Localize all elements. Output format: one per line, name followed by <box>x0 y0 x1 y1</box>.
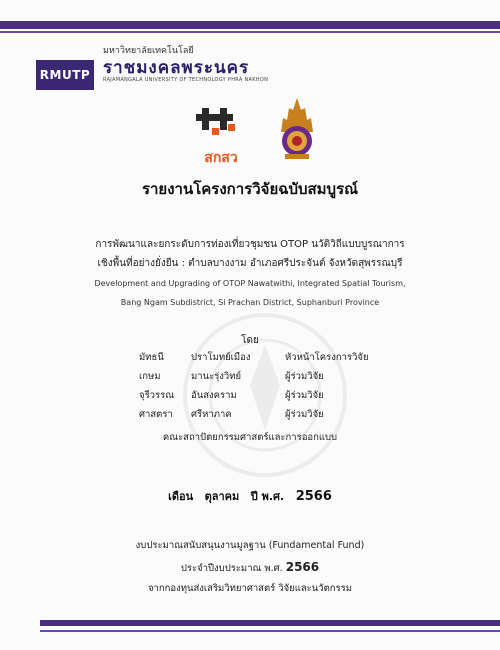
researcher-last-name: อันสงคราม <box>191 390 237 401</box>
researcher-first-name: จุรีวรรณ <box>139 390 175 401</box>
researcher-last-name: มานะรุ่งวิทย์ <box>191 371 242 382</box>
university-seal-icon <box>275 96 319 162</box>
report-date <box>0 487 500 505</box>
bottom-stripe <box>40 620 500 626</box>
researcher-list <box>139 350 399 426</box>
rmutp-badge: RMUTP <box>36 60 94 90</box>
tsri-label: สกสว <box>204 150 238 166</box>
bottom-stripe-thin <box>40 630 500 632</box>
researcher-row <box>139 369 399 388</box>
university-name: ราชมงคลพระนคร <box>103 58 250 78</box>
project-title-th-line-1: การพัฒนาและยกระดับการท่องเที่ยวชุมชน OTOP นวัติวิถีแบบบูรณาการ <box>95 239 405 250</box>
funding-line-3: จากกองทุนส่งเสริมวิทยาศาสตร์ วิจัยและนวัตกรรม <box>147 583 353 594</box>
report-title: รายงานโครงการวิจัยฉบับสมบูรณ์ <box>141 180 359 198</box>
university-english-name: RAJAMANGALA UNIVERSITY OF TECHNOLOGY PHRA NAKHON <box>103 77 269 83</box>
researcher-row <box>139 407 399 426</box>
researcher-row <box>139 388 399 407</box>
researcher-row <box>139 350 399 369</box>
project-title-th-line-2: เชิงพื้นที่อย่างยั่งยืน : ตำบลบางงาม อำเภอศรีประจันต์ จังหวัดสุพรรณบุรี <box>97 258 403 269</box>
project-title-en-line-1: Development and Upgrading of OTOP Nawatwithi, Integrated Spatial Tourism, <box>94 279 406 288</box>
top-stripe-thin <box>0 31 500 33</box>
project-title-en-line-2: Bang Ngam Subdistrict, Si Prachan District, Suphanburi Province <box>120 298 380 307</box>
by-label: โดย <box>241 335 259 346</box>
funding-line-2 <box>0 560 500 576</box>
researcher-first-name: มัทธนี <box>139 352 164 363</box>
researcher-last-name: ปราโมทย์เมือง <box>191 352 251 363</box>
researcher-last-name: ศรีหาภาค <box>191 409 232 420</box>
faculty-name: คณะสถาปัตยกรรมศาสตร์และการออกแบบ <box>162 432 338 443</box>
year-label: ปี พ.ศ. <box>250 490 285 503</box>
fiscal-year-value: 2566 <box>285 560 320 574</box>
month-label: เดือน <box>168 490 194 503</box>
top-stripe <box>0 21 500 29</box>
researcher-first-name: เกษม <box>139 371 161 382</box>
researcher-role: ผู้ร่วมวิจัย <box>285 371 324 382</box>
university-line-1: มหาวิทยาลัยเทคโนโลยี <box>103 46 194 56</box>
researcher-role: ผู้ร่วมวิจัย <box>285 409 324 420</box>
year-value: 2566 <box>295 489 332 504</box>
funding-line-1: งบประมาณสนับสนุนงานมูลฐาน (Fundamental Fund) <box>135 540 365 551</box>
month-value: ตุลาคม <box>204 490 240 503</box>
fiscal-year-label: ประจำปีงบประมาณ พ.ศ. <box>180 563 283 574</box>
researcher-role: ผู้ร่วมวิจัย <box>285 390 324 401</box>
researcher-role: หัวหน้าโครงการวิจัย <box>285 352 369 363</box>
researcher-first-name: ศาสตรา <box>139 409 173 420</box>
